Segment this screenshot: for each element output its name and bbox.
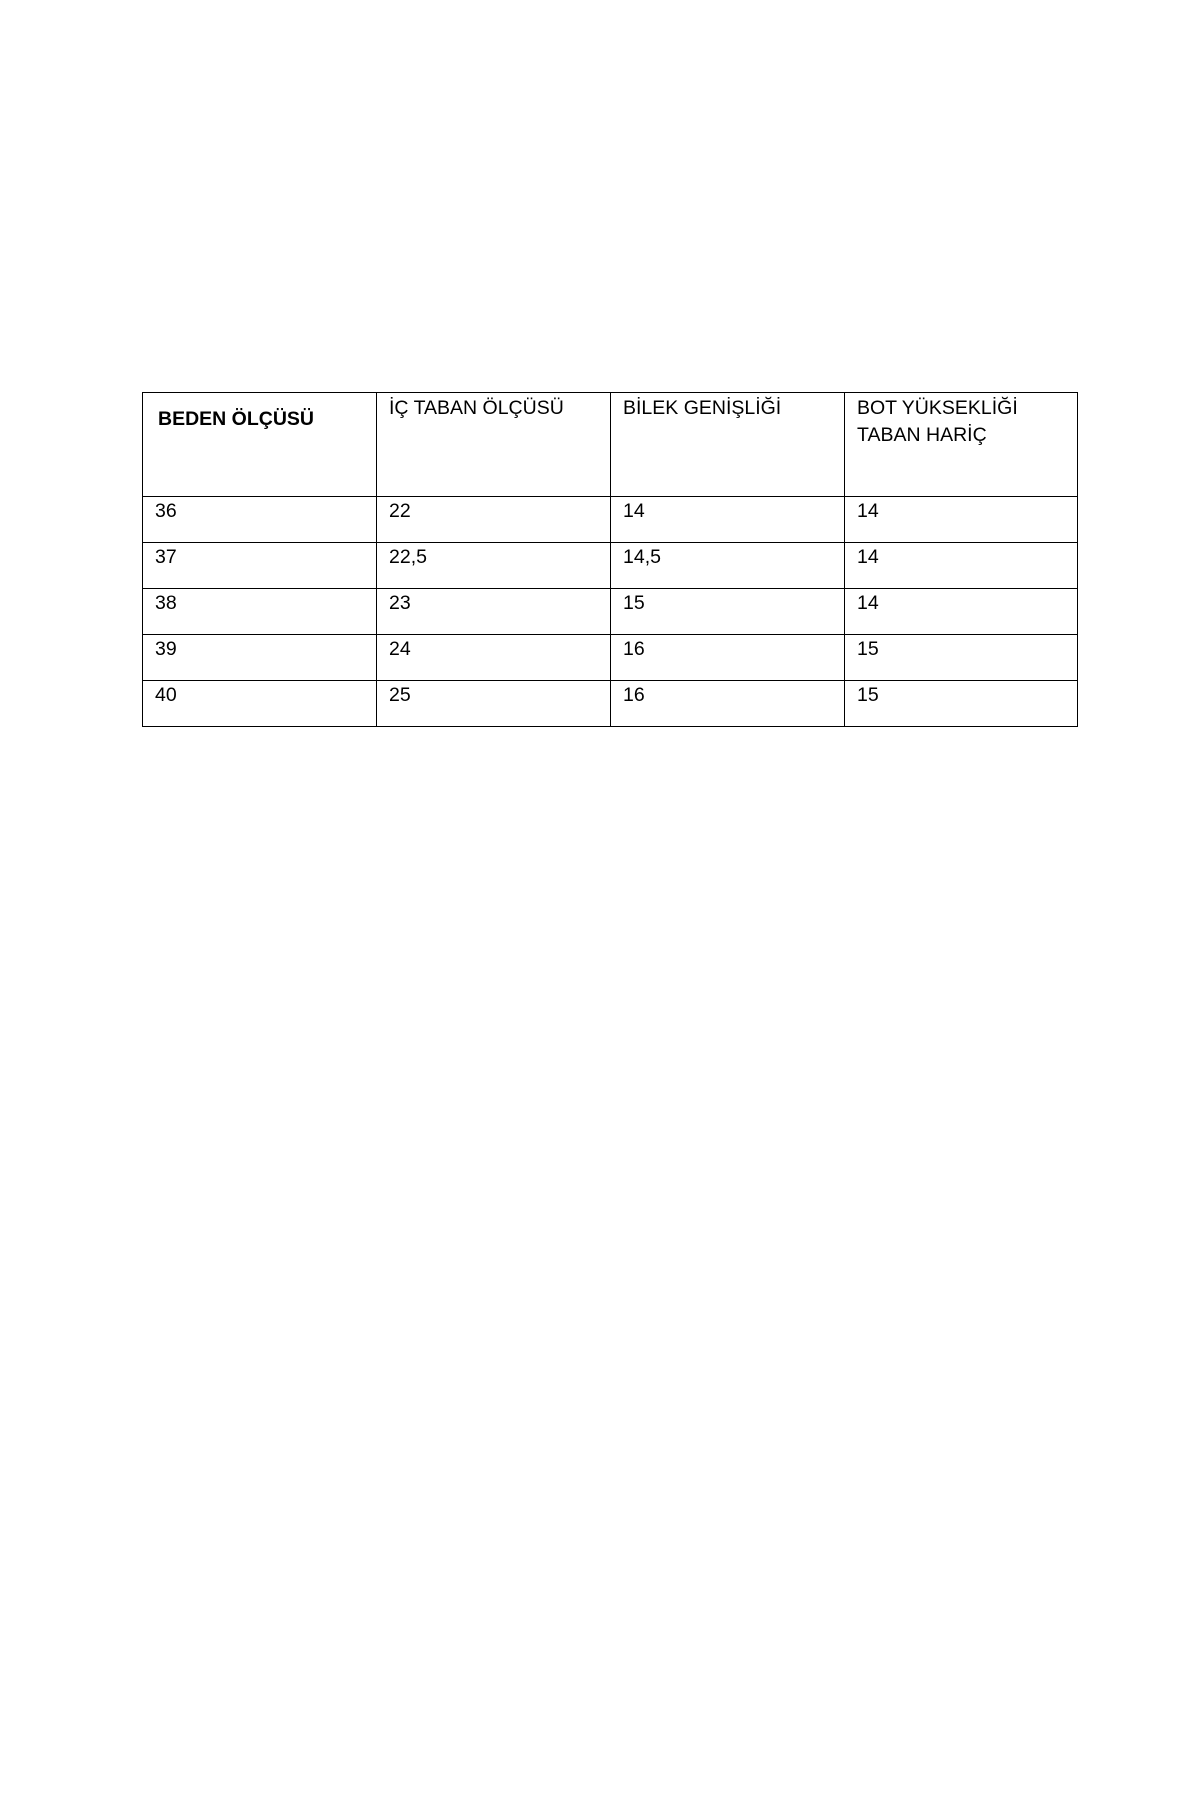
table-cell: 24	[377, 635, 611, 681]
table-cell: 22	[377, 497, 611, 543]
table-cell: 38	[143, 589, 377, 635]
table-cell: 40	[143, 681, 377, 727]
table-header-row	[143, 393, 1078, 497]
header-cell-bot-yuksekligi: BOT YÜKSEKLİĞİ TABAN HARİÇ	[845, 393, 1078, 497]
header-cell-bilek-genisligi: BİLEK GENİŞLİĞİ	[611, 393, 845, 497]
table-cell: 15	[611, 589, 845, 635]
table-row	[143, 635, 1078, 681]
table-row	[143, 681, 1078, 727]
header-cell-ic-taban-olcusu: İÇ TABAN ÖLÇÜSÜ	[377, 393, 611, 497]
table-cell: 39	[143, 635, 377, 681]
size-chart-table	[142, 392, 1078, 727]
table-cell: 16	[611, 681, 845, 727]
table-cell: 14	[845, 543, 1078, 589]
table-cell: 25	[377, 681, 611, 727]
table-row	[143, 497, 1078, 543]
table-row	[143, 589, 1078, 635]
table-cell: 37	[143, 543, 377, 589]
table-row	[143, 543, 1078, 589]
table-cell: 14	[845, 589, 1078, 635]
table-cell: 15	[845, 681, 1078, 727]
table-cell: 22,5	[377, 543, 611, 589]
table-cell: 14	[845, 497, 1078, 543]
table-cell: 14	[611, 497, 845, 543]
table-cell: 16	[611, 635, 845, 681]
table-cell: 15	[845, 635, 1078, 681]
table-cell: 23	[377, 589, 611, 635]
header-cell-beden-olcusu: BEDEN ÖLÇÜSÜ	[143, 393, 377, 497]
table-cell: 14,5	[611, 543, 845, 589]
table-cell: 36	[143, 497, 377, 543]
